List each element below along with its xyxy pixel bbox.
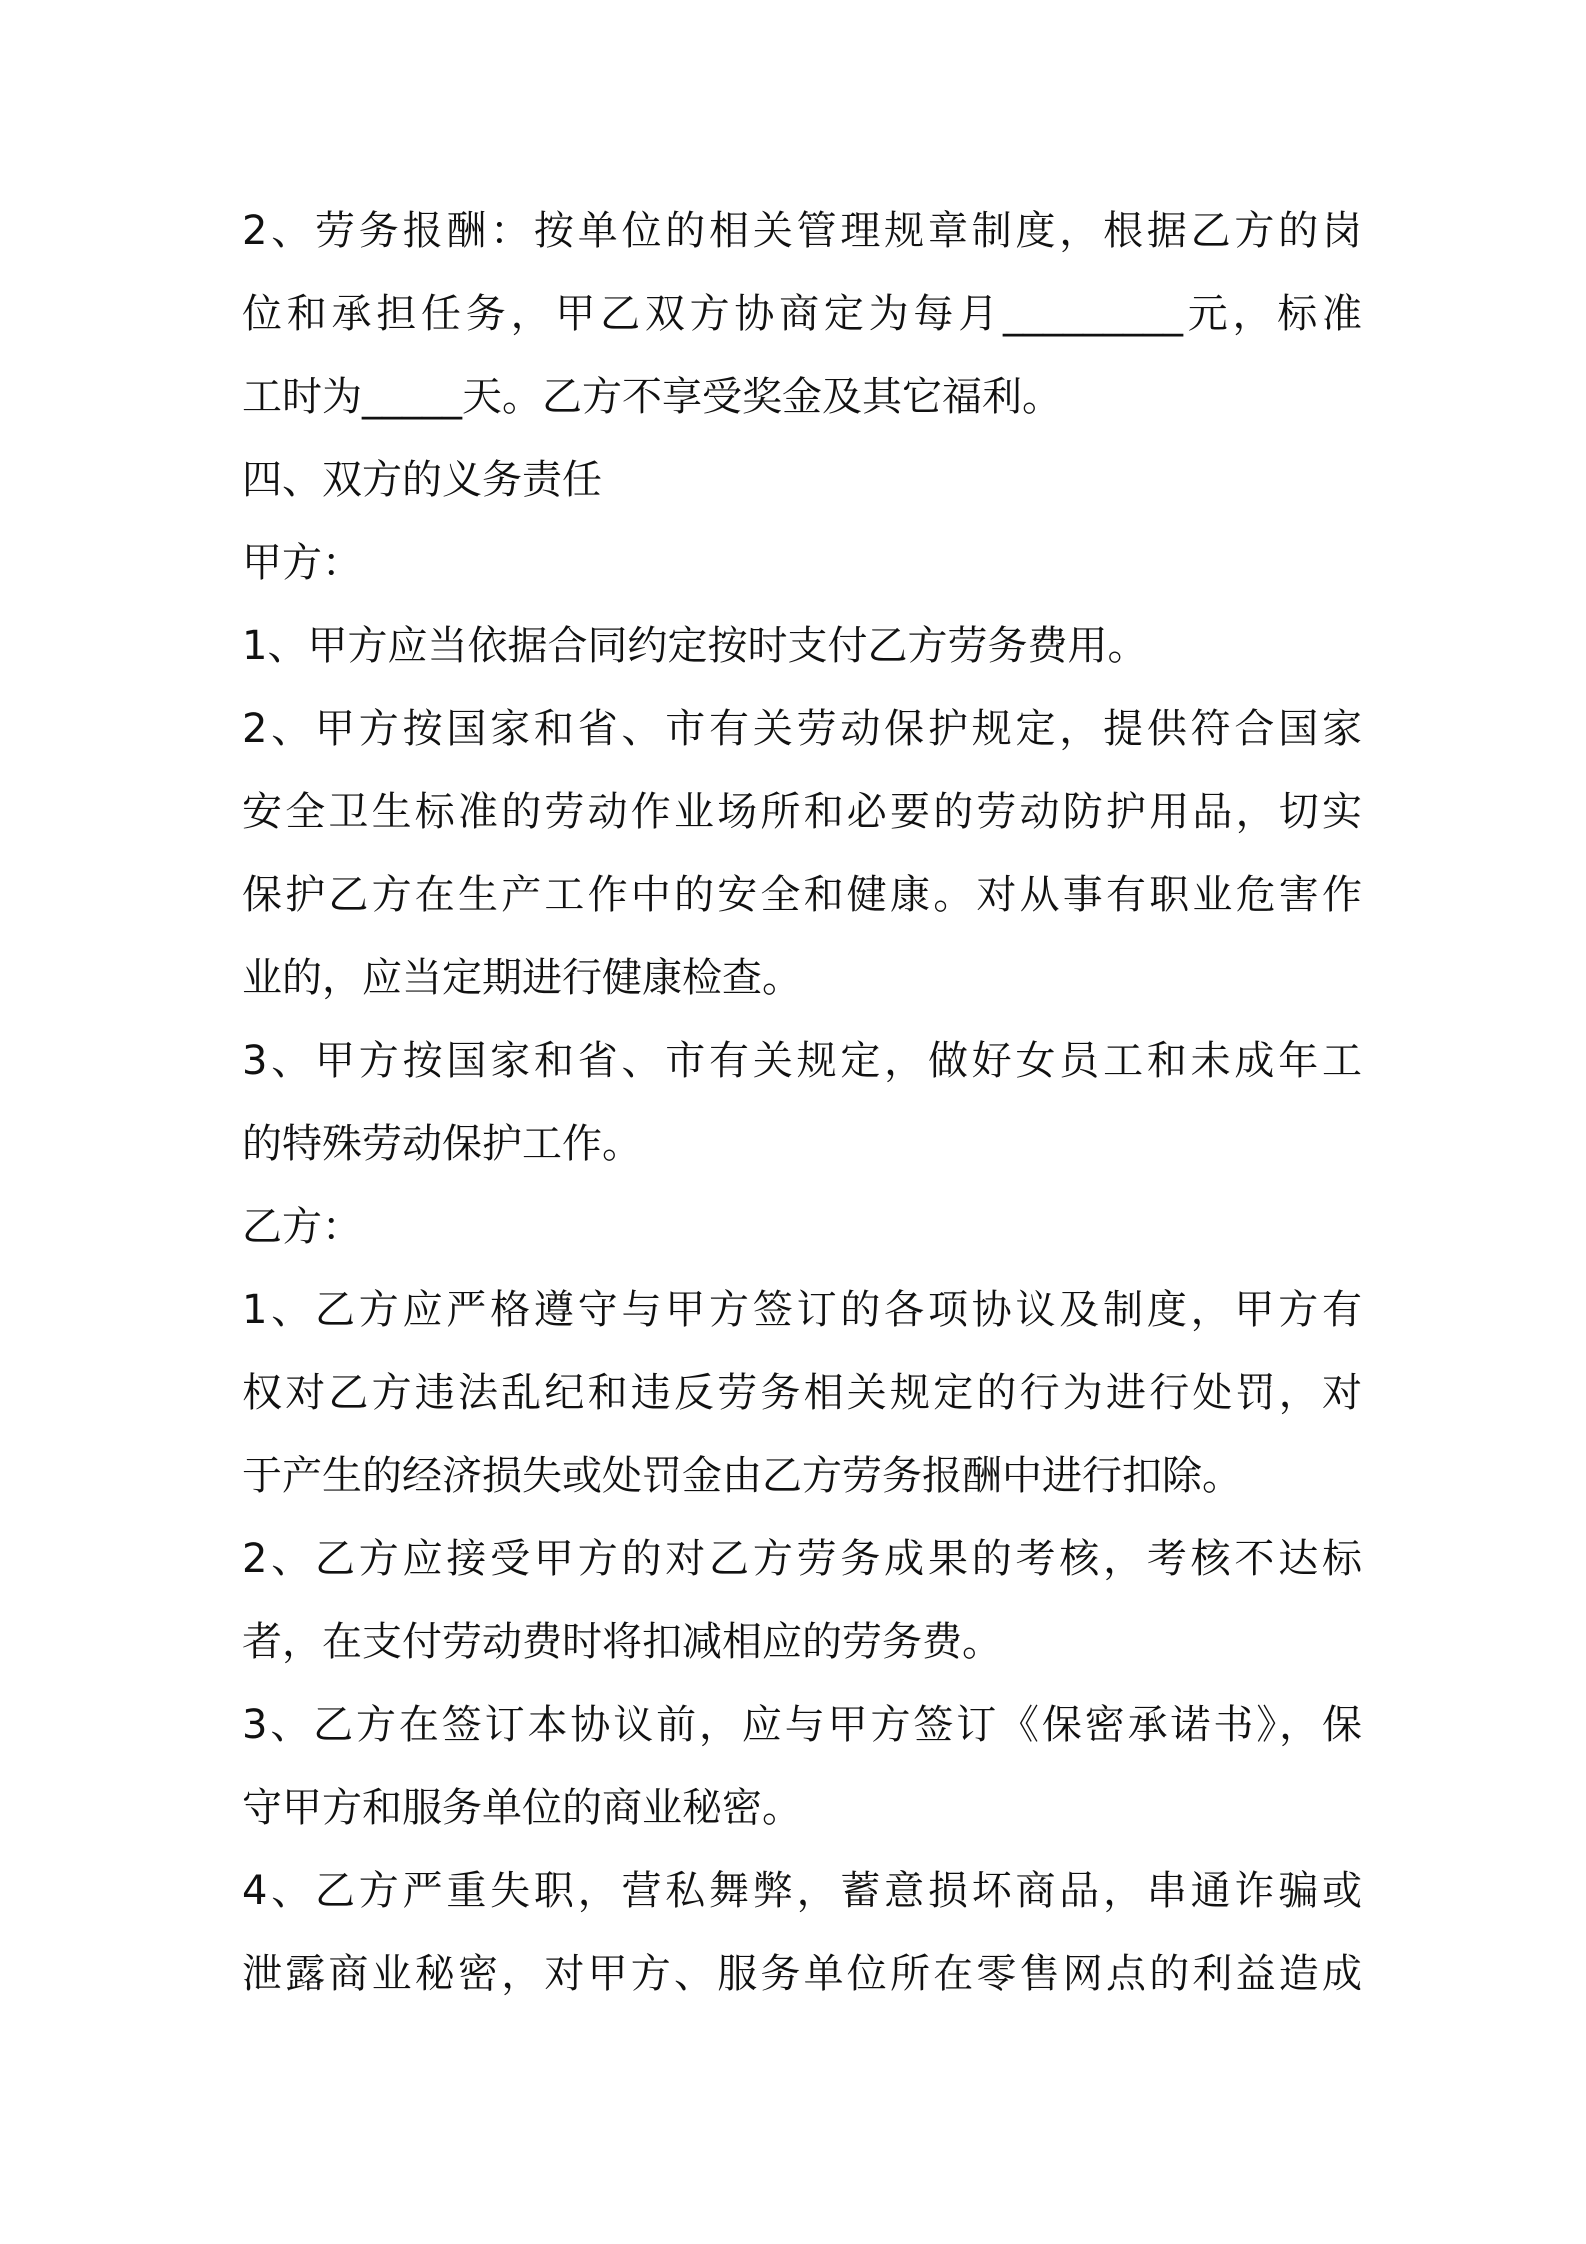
text-line: 3、甲方按国家和省、市有关规定，做好女员工和未成年工 (242, 1038, 1362, 1084)
text-line: 安全卫生标准的劳动作业场所和必要的劳动防护用品，切实 (242, 789, 1362, 835)
text-line: 泄露商业秘密，对甲方、服务单位所在零售网点的利益造成 (242, 1951, 1362, 1997)
text-line: 者，在支付劳动费时将扣减相应的劳务费。 (242, 1619, 1002, 1665)
text-line: 4、乙方严重失职，营私舞弊，蓄意损坏商品，串通诈骗或 (242, 1868, 1362, 1914)
text-line: 2、乙方应接受甲方的对乙方劳务成果的考核，考核不达标 (242, 1536, 1362, 1582)
text-line: 3、乙方在签订本协议前，应与甲方签订《保密承诺书》，保 (242, 1702, 1362, 1748)
text-line: 2、劳务报酬：按单位的相关管理规章制度，根据乙方的岗 (242, 208, 1362, 254)
text-line: 权对乙方违法乱纪和违反劳务相关规定的行为进行处罚，对 (242, 1370, 1362, 1416)
section-heading: 四、双方的义务责任 (242, 457, 602, 503)
text-line: 保护乙方在生产工作中的安全和健康。对从事有职业危害作 (242, 872, 1362, 918)
text-line: 于产生的经济损失或处罚金由乙方劳务报酬中进行扣除。 (242, 1453, 1242, 1499)
text-line: 1、乙方应严格遵守与甲方签订的各项协议及制度，甲方有 (242, 1287, 1362, 1333)
text-line: 的特殊劳动保护工作。 (242, 1121, 642, 1167)
text-line: 1、甲方应当依据合同约定按时支付乙方劳务费用。 (242, 623, 1148, 669)
party-a-heading: 甲方： (242, 540, 362, 586)
text-line: 位和承担任务，甲乙双方协商定为每月_________元，标准 (242, 291, 1362, 337)
text-line: 2、甲方按国家和省、市有关劳动保护规定，提供符合国家 (242, 706, 1362, 752)
document-page (242, 190, 1362, 2016)
party-b-heading: 乙方： (242, 1204, 362, 1250)
text-line: 业的，应当定期进行健康检查。 (242, 955, 802, 1001)
text-line: 工时为_____天。乙方不享受奖金及其它福利。 (242, 374, 1062, 420)
text-line: 守甲方和服务单位的商业秘密。 (242, 1785, 802, 1831)
